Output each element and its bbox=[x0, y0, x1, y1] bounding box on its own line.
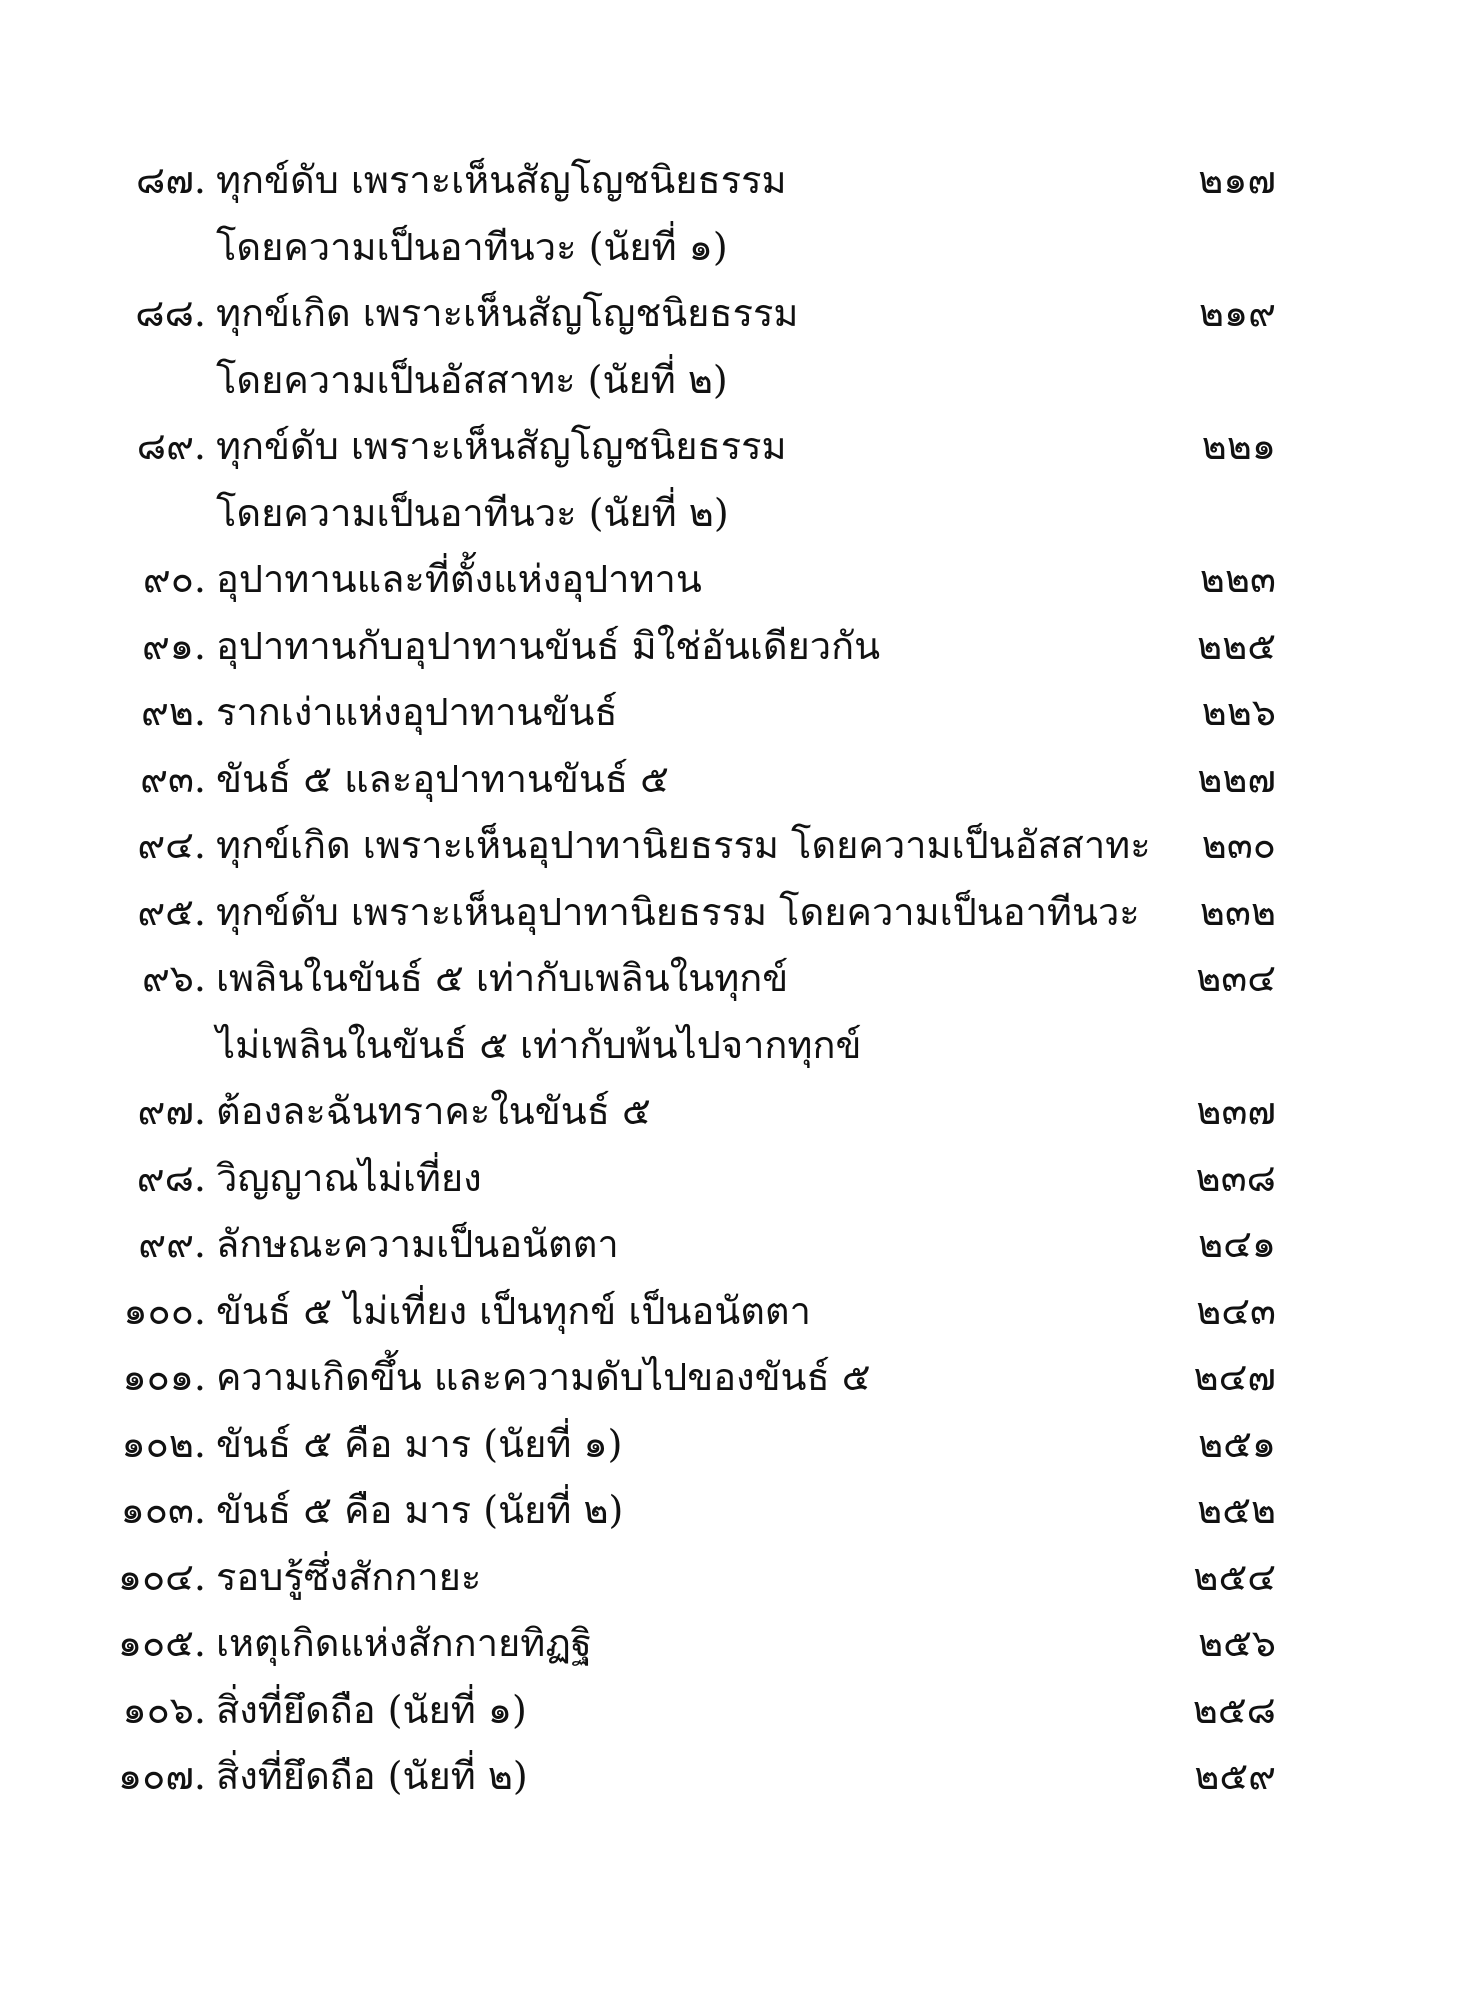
toc-entry-88 bbox=[0, 280, 1476, 413]
entry-page-number: ๒๑๗ bbox=[1198, 158, 1276, 202]
entry-number: ๙๙. bbox=[138, 1222, 206, 1266]
toc-entry-93 bbox=[0, 746, 1476, 813]
entry-page-number: ๒๔๗ bbox=[1193, 1355, 1276, 1399]
entry-number: ๑๐๗. bbox=[118, 1754, 206, 1798]
entry-number: ๘๘. bbox=[135, 291, 206, 335]
toc-entry-104 bbox=[0, 1544, 1476, 1611]
entry-page-number: ๒๕๑ bbox=[1198, 1421, 1276, 1466]
entry-page-number: ๒๓๔ bbox=[1196, 956, 1276, 1000]
toc-entry-97 bbox=[0, 1078, 1476, 1145]
entry-page-number: ๒๒๗ bbox=[1197, 756, 1276, 801]
entry-number: ๑๐๒. bbox=[121, 1421, 206, 1466]
toc-entry-100 bbox=[0, 1278, 1476, 1345]
toc-entry-107 bbox=[0, 1743, 1476, 1810]
entry-number: ๙๖. bbox=[141, 956, 206, 1000]
entry-title: ทุกข์ดับ เพราะเห็นอุปาทานิยธรรม โดยความเป็นอาทีนวะ bbox=[216, 889, 1140, 934]
entry-title-continued: ไม่เพลินในขันธ์ ๕ เท่ากับพ้นไปจากทุกข์ bbox=[216, 1022, 862, 1067]
entry-title-continued: โดยความเป็นอัสสาทะ (นัยที่ ๒) bbox=[216, 357, 728, 402]
entry-page-number: ๒๕๙ bbox=[1194, 1754, 1276, 1798]
entry-title: ทุกข์ดับ เพราะเห็นสัญโญชนิยธรรม bbox=[216, 424, 787, 468]
entry-page-number: ๒๔๓ bbox=[1196, 1288, 1276, 1333]
entry-page-number: ๒๒๓ bbox=[1199, 557, 1276, 601]
entry-title-continued: โดยความเป็นอาทีนวะ (นัยที่ ๒) bbox=[216, 490, 729, 535]
entry-page-number: ๒๓๒ bbox=[1199, 889, 1276, 934]
toc-entry-101 bbox=[0, 1344, 1476, 1411]
entry-title: เหตุเกิดแห่งสักกายทิฏฐิ bbox=[216, 1621, 592, 1665]
toc-entry-96 bbox=[0, 945, 1476, 1078]
toc-entry-90 bbox=[0, 546, 1476, 613]
entry-title: ต้องละฉันทราคะในขันธ์ ๕ bbox=[216, 1089, 651, 1133]
entry-title: ลักษณะความเป็นอนัตตา bbox=[216, 1222, 619, 1266]
entry-number: ๑๐๑. bbox=[122, 1355, 206, 1399]
entry-title: สิ่งที่ยึดถือ (นัยที่ ๒) bbox=[216, 1754, 528, 1798]
entry-title: ทุกข์ดับ เพราะเห็นสัญโญชนิยธรรม bbox=[216, 158, 787, 202]
entry-page-number: ๒๑๙ bbox=[1198, 291, 1276, 335]
entry-page-number: ๒๔๑ bbox=[1198, 1222, 1276, 1266]
entry-page-number: ๒๓๐ bbox=[1201, 823, 1276, 867]
entry-number: ๑๐๓. bbox=[120, 1488, 206, 1532]
toc-entry-106 bbox=[0, 1677, 1476, 1744]
entry-number: ๑๐๖. bbox=[122, 1687, 206, 1732]
entry-page-number: ๒๒๕ bbox=[1197, 623, 1276, 668]
entry-number: ๘๗. bbox=[136, 158, 206, 202]
toc-entry-87 bbox=[0, 147, 1476, 280]
entry-page-number: ๒๕๘ bbox=[1192, 1687, 1276, 1732]
toc-entry-102 bbox=[0, 1411, 1476, 1478]
entry-title-continued: โดยความเป็นอาทีนวะ (นัยที่ ๑) bbox=[216, 224, 728, 269]
entry-title: ขันธ์ ๕ และอุปาทานขันธ์ ๕ bbox=[216, 756, 669, 801]
entry-title: ทุกข์เกิด เพราะเห็นอุปาทานิยธรรม โดยความเป็นอัสสาทะ bbox=[216, 823, 1151, 867]
entry-title: ขันธ์ ๕ ไม่เที่ยง เป็นทุกข์ เป็นอนัตตา bbox=[216, 1288, 811, 1333]
entry-number: ๑๐๐. bbox=[123, 1288, 206, 1333]
entry-number: ๑๐๔. bbox=[117, 1554, 206, 1599]
entry-title: อุปาทานกับอุปาทานขันธ์ มิใช่อันเดียวกัน bbox=[216, 623, 881, 668]
entry-number: ๑๐๕. bbox=[117, 1621, 206, 1665]
entry-number: ๙๑. bbox=[141, 623, 206, 668]
entry-number: ๙๗. bbox=[137, 1089, 206, 1133]
entry-title: ขันธ์ ๕ คือ มาร (นัยที่ ๒) bbox=[216, 1488, 624, 1532]
entry-number: ๙๘. bbox=[136, 1155, 206, 1200]
toc-entry-94 bbox=[0, 812, 1476, 879]
toc-entry-92 bbox=[0, 679, 1476, 746]
entry-number: ๙๒. bbox=[141, 690, 206, 734]
entry-number: ๙๕. bbox=[137, 889, 206, 934]
toc-entry-99 bbox=[0, 1211, 1476, 1278]
toc-entry-89 bbox=[0, 413, 1476, 546]
entry-title: เพลินในขันธ์ ๕ เท่ากับเพลินในทุกข์ bbox=[216, 956, 789, 1000]
toc-entry-91 bbox=[0, 613, 1476, 680]
entry-title: รากเง่าแห่งอุปาทานขันธ์ bbox=[216, 690, 618, 734]
toc-entry-103 bbox=[0, 1477, 1476, 1544]
entry-title: ความเกิดขึ้น และความดับไปของขันธ์ ๕ bbox=[216, 1355, 871, 1399]
entry-title: รอบรู้ซึ่งสักกายะ bbox=[216, 1554, 482, 1599]
toc-entry-105 bbox=[0, 1610, 1476, 1677]
entry-number: ๙๓. bbox=[140, 756, 206, 801]
entry-page-number: ๒๓๘ bbox=[1195, 1155, 1276, 1200]
entry-title: วิญญาณไม่เที่ยง bbox=[216, 1155, 482, 1200]
entry-title: สิ่งที่ยึดถือ (นัยที่ ๑) bbox=[216, 1687, 527, 1732]
toc-entry-98 bbox=[0, 1145, 1476, 1212]
entry-page-number: ๒๕๖ bbox=[1198, 1621, 1276, 1665]
entry-number: ๙๔. bbox=[137, 823, 206, 867]
table-of-contents bbox=[0, 147, 1476, 1810]
toc-entry-95 bbox=[0, 879, 1476, 946]
entry-page-number: ๒๕๔ bbox=[1193, 1554, 1276, 1599]
entry-page-number: ๒๒๖ bbox=[1201, 690, 1276, 734]
entry-number: ๘๙. bbox=[136, 424, 206, 468]
entry-title: ขันธ์ ๕ คือ มาร (นัยที่ ๑) bbox=[216, 1421, 623, 1466]
entry-title: อุปาทานและที่ตั้งแห่งอุปาทาน bbox=[216, 557, 702, 601]
entry-title: ทุกข์เกิด เพราะเห็นสัญโญชนิยธรรม bbox=[216, 291, 799, 335]
entry-number: ๙๐. bbox=[142, 557, 206, 601]
entry-page-number: ๒๒๑ bbox=[1201, 424, 1276, 468]
entry-page-number: ๒๓๗ bbox=[1196, 1089, 1276, 1133]
entry-page-number: ๒๕๒ bbox=[1197, 1488, 1276, 1532]
